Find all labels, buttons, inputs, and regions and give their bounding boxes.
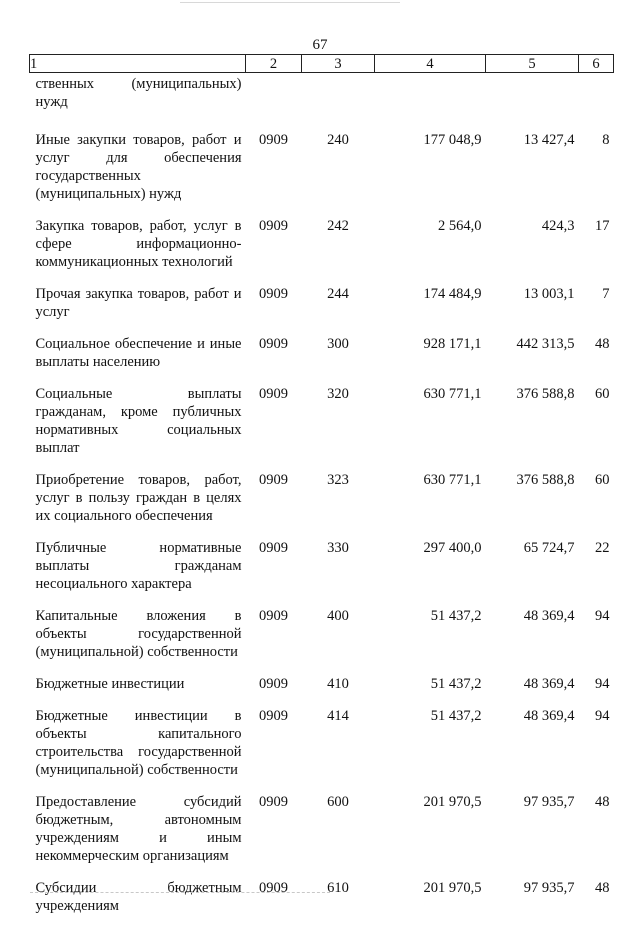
row-percent: 48	[579, 335, 614, 385]
header-col-6: 6	[579, 55, 614, 73]
row-name: Капитальные вложения в объекты государственной (муниципальной) собственности	[30, 607, 246, 675]
row-executed-amount: 376 588,8	[486, 471, 579, 539]
row-planned-amount: 630 771,1	[375, 385, 486, 471]
row-name: Субсидии бюджетным учреждениям	[30, 879, 246, 929]
table-row	[30, 793, 614, 879]
row-expense-type: 400	[302, 607, 375, 675]
row-percent: 60	[579, 385, 614, 471]
row-executed-amount: 48 369,4	[486, 675, 579, 707]
row-percent: 94	[579, 607, 614, 675]
row-expense-type: 244	[302, 285, 375, 335]
row-percent: 60	[579, 471, 614, 539]
row-executed-amount: 97 935,7	[486, 879, 579, 929]
row-percent: 94	[579, 675, 614, 707]
row-expense-type: 323	[302, 471, 375, 539]
row-executed-amount: 65 724,7	[486, 539, 579, 607]
table-row	[30, 285, 614, 335]
table-row	[30, 217, 614, 285]
row-section-code: 0909	[246, 539, 302, 607]
table-row	[30, 675, 614, 707]
row-planned-amount: 201 970,5	[375, 879, 486, 929]
table-row	[30, 73, 614, 132]
row-expense-type: 240	[302, 131, 375, 217]
scan-edge-top	[180, 2, 400, 3]
table-row	[30, 607, 614, 675]
row-executed-amount: 424,3	[486, 217, 579, 285]
row-expense-type: 410	[302, 675, 375, 707]
table-row	[30, 385, 614, 471]
row-planned-amount: 201 970,5	[375, 793, 486, 879]
row-section-code: 0909	[246, 793, 302, 879]
header-col-2: 2	[246, 55, 302, 73]
row-section-code: 0909	[246, 879, 302, 929]
row-expense-type: 300	[302, 335, 375, 385]
row-name: ственных (муниципальных) нужд	[30, 73, 246, 132]
row-section-code	[246, 73, 302, 132]
row-section-code: 0909	[246, 607, 302, 675]
header-col-5: 5	[486, 55, 579, 73]
row-planned-amount: 297 400,0	[375, 539, 486, 607]
row-percent	[579, 73, 614, 132]
row-executed-amount: 442 313,5	[486, 335, 579, 385]
row-section-code: 0909	[246, 285, 302, 335]
table-row	[30, 539, 614, 607]
row-planned-amount: 51 437,2	[375, 607, 486, 675]
row-section-code: 0909	[246, 675, 302, 707]
row-section-code: 0909	[246, 131, 302, 217]
table-row	[30, 707, 614, 793]
row-percent: 8	[579, 131, 614, 217]
table-body	[30, 73, 614, 929]
table-row	[30, 131, 614, 217]
budget-table	[29, 54, 614, 929]
row-planned-amount: 174 484,9	[375, 285, 486, 335]
row-expense-type	[302, 73, 375, 132]
row-expense-type: 320	[302, 385, 375, 471]
row-name: Публичные нормативные выплаты гражданам несоциального характера	[30, 539, 246, 607]
table-row	[30, 879, 614, 929]
row-percent: 17	[579, 217, 614, 285]
row-percent: 94	[579, 707, 614, 793]
header-col-1: 1	[30, 55, 246, 73]
row-expense-type: 330	[302, 539, 375, 607]
row-section-code: 0909	[246, 471, 302, 539]
row-name: Социальное обеспечение и иные выплаты населению	[30, 335, 246, 385]
row-executed-amount: 13 003,1	[486, 285, 579, 335]
row-expense-type: 610	[302, 879, 375, 929]
row-planned-amount: 2 564,0	[375, 217, 486, 285]
table-header	[30, 55, 614, 73]
row-name: Приобретение товаров, работ, услуг в пользу граждан в целях их социального обеспечения	[30, 471, 246, 539]
row-section-code: 0909	[246, 707, 302, 793]
row-executed-amount	[486, 73, 579, 132]
row-executed-amount: 48 369,4	[486, 707, 579, 793]
header-col-4: 4	[375, 55, 486, 73]
header-col-3: 3	[302, 55, 375, 73]
row-planned-amount: 51 437,2	[375, 707, 486, 793]
row-name: Прочая закупка товаров, работ и услуг	[30, 285, 246, 335]
row-percent: 48	[579, 879, 614, 929]
row-planned-amount: 928 171,1	[375, 335, 486, 385]
row-planned-amount: 177 048,9	[375, 131, 486, 217]
row-percent: 7	[579, 285, 614, 335]
row-section-code: 0909	[246, 335, 302, 385]
row-name: Закупка товаров, работ, услуг в сфере информационно-коммуникационных технологий	[30, 217, 246, 285]
row-name: Иные закупки товаров, работ и услуг для обеспечения государственных (муниципальных) нужд	[30, 131, 246, 217]
row-section-code: 0909	[246, 217, 302, 285]
row-expense-type: 242	[302, 217, 375, 285]
row-expense-type: 414	[302, 707, 375, 793]
scan-edge-bottom	[30, 892, 330, 893]
row-section-code: 0909	[246, 385, 302, 471]
row-executed-amount: 97 935,7	[486, 793, 579, 879]
header-row	[30, 55, 614, 73]
row-percent: 22	[579, 539, 614, 607]
table-row	[30, 471, 614, 539]
row-executed-amount: 376 588,8	[486, 385, 579, 471]
row-planned-amount: 51 437,2	[375, 675, 486, 707]
row-percent: 48	[579, 793, 614, 879]
row-name: Бюджетные инвестиции	[30, 675, 246, 707]
row-executed-amount: 48 369,4	[486, 607, 579, 675]
table-row	[30, 335, 614, 385]
row-expense-type: 600	[302, 793, 375, 879]
row-name: Предоставление субсидий бюджетным, автономным учреждениям и иным некоммерческим организациям	[30, 793, 246, 879]
row-planned-amount: 630 771,1	[375, 471, 486, 539]
row-name: Социальные выплаты гражданам, кроме публичных нормативных социальных выплат	[30, 385, 246, 471]
row-name: Бюджетные инвестиции в объекты капитального строительства государственной (муниципальной) собственности	[30, 707, 246, 793]
page-number: 67	[0, 36, 640, 54]
row-planned-amount	[375, 73, 486, 132]
row-executed-amount: 13 427,4	[486, 131, 579, 217]
